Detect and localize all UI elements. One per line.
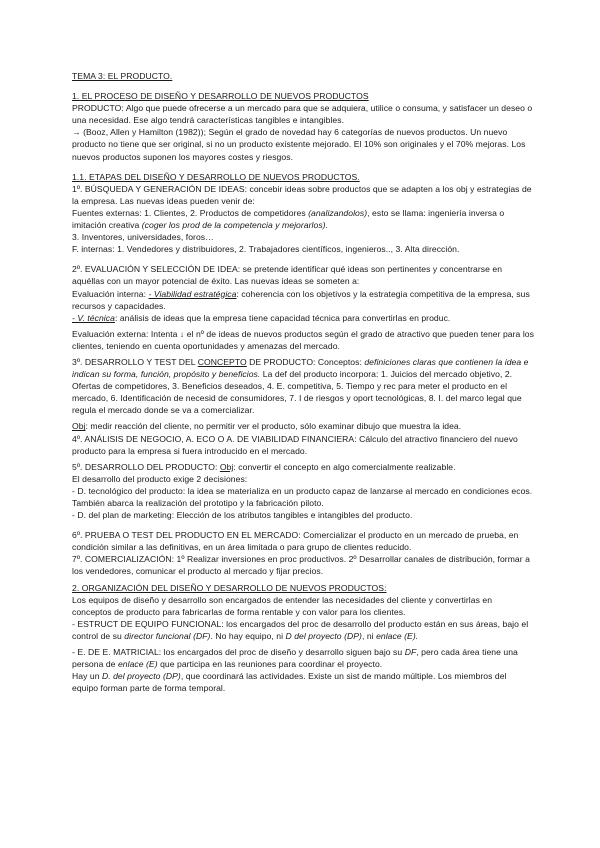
product-definition: PRODUCTO: Algo que puede ofrecerse a un mercado para que se adquiera, utilice o consuma, y satisfacer un deseo o una necesidad. Ese algo tendrá características tangibles e intangibles. <box>72 103 533 126</box>
section-2-intro: Los equipos de diseño y desarrollo son encargados de entender las necesidades del cliente y convertirlas en conceptos de producto para fabricarlas de forma rentable y con valor para los clientes. <box>72 594 493 617</box>
stage-1-external-sources-2: 3. Inventores, universidades, foros… <box>72 232 214 243</box>
section-1-heading: 1. EL PROCESO DE DISEÑO Y DESARROLLO DE NUEVOS PRODUCTOS <box>72 91 369 102</box>
stage-3-paragraph: 3º. DESARROLLO Y TEST DEL CONCEPTO DE PRODUCTO: Conceptos: definiciones claras que contienen la idea e indican su forma, función, propósito y beneficios. La def del producto incorpora: 1. Juicios del mercado objetivo, 2. Ofertas de competidores, 3. Beneficios deseados, 4. E. competitiva, 5. Tiempo y rec para meter el producto en el mercado, 6. Identificación de necesid de consumidores, 7. I de riesgos y oport tecnológicas, 8. I. del marco legal que regula el mercado donde se va a comercializar. <box>72 356 529 416</box>
stage-2-external-evaluation: Evaluación externa: Intenta ↓ el nº de ideas de nuevos productos según el grado de atractivo que pueden tener para los clientes, teniendo en cuenta oportunidades y amenazas del mercado. <box>72 328 534 351</box>
stage-1-external-sources: Fuentes externas: 1. Clientes, 2. Productos de competidores (analizandolos), esto se llama: ingeniería inversa o imitación creativa (coger los prod de la competencia y mejorarlos). <box>72 207 505 231</box>
stage-7-paragraph: 7º. COMERCIALIZACIÓN: 1º Realizar inversiones en proc productivos. 2º Desarrollar canales de distribución, formar a los vendedores, comunicar el producto al mercado y fijar precios. <box>72 554 530 577</box>
section-2-heading: 2. ORGANIZACIÓN DEL DISEÑO Y DESARROLLO DE NUEVOS PRODUCTOS: <box>72 582 387 593</box>
stage-5-heading: 5º. DESARROLLO DEL PRODUCTO: Obj: convertir el concepto en algo comercialmente realizable. <box>72 461 456 472</box>
stage-3-objective: Obj: medir reacción del cliente, no permitir ver el producto, sólo examinar dibujo que muestra la idea. <box>72 421 462 432</box>
stage-1-intro: 1º. BÚSQUEDA Y GENERACIÓN DE IDEAS: concebir ideas sobre productos que se adapten a los obj y estrategias de la empresa. Las nuevas ideas pueden venir de: <box>72 183 532 206</box>
section-1-1-heading: 1.1. ETAPAS DEL DISEÑO Y DESARROLLO DE NUEVOS PRODUCTOS. <box>72 171 360 182</box>
booz-allen-paragraph: → (Booz, Allen y Hamilton (1982)); Según el grado de novedad hay 6 categorías de nuevos productos. Un nuevo producto no tiene que ser original, si no un producto existente mejorado. El 10% son originales y el 70% mejoras. Los nuevos productos suponen los mayores costes y riesgos. <box>72 127 526 162</box>
functional-team-structure: - ESTRUCT DE EQUIPO FUNCIONAL: los encargados del proc de desarrollo del producto están en sus áreas, bajo el control de su director funcional (DF). No hay equipo, ni D del proyecto (DP), ni enlace (E). <box>72 618 529 641</box>
stage-5-decisions: El desarrollo del producto exige 2 decisiones: <box>72 473 248 484</box>
document-title: TEMA 3: EL PRODUCTO. <box>72 71 173 81</box>
project-director-paragraph: Hay un D. del proyecto (DP), que coordinará las actividades. Existe un sist de mando múltiple. Los miembros del equipo forman parte de forma temporal. <box>72 671 507 694</box>
stage-5-marketing: - D. del plan de marketing: Elección de los atributos tangibles e intangibles del producto. <box>72 510 413 521</box>
stage-5-technological: - D. tecnológico del producto: la idea se materializa en un producto capaz de lanzarse al mercado en condiciones ecos. También abarca la realización del prototipo y la fabricación piloto. <box>72 485 533 508</box>
stage-4-paragraph: 4º. ANÁLISIS DE NEGOCIO, A. ECO O A. DE VIABILIDAD FINANCIERA: Cálculo del atractivo financiero del nuevo producto para la empresa si fuera introducido en el mercado. <box>72 433 518 456</box>
document-page <box>72 70 534 694</box>
stage-2-technical-viability: - V. técnica: análisis de ideas que la empresa tiene capacidad técnica para convertirlas en produc. <box>72 312 451 323</box>
matrix-team-structure: - E. DE E. MATRICIAL: los encargados del proc de diseño y desarrollo siguen bajo su DF, pero cada área tiene una persona de enlace (E) que participa en las reuniones para coordinar el proyecto. <box>72 647 518 670</box>
stage-2-intro: 2º. EVALUACIÓN Y SELECCIÓN DE IDEA: se pretende identificar qué ideas son pertinentes y concentrarse en aquéllas con un mayor potencial de éxito. Las nuevas ideas se someten a: <box>72 264 503 287</box>
stage-6-paragraph: 6º. PRUEBA O TEST DEL PRODUCTO EN EL MERCADO: Comercializar el producto en un mercado de prueba, en condición similar a las definitivas, en un área limitada o para grupo de clientes reducido. <box>72 530 519 553</box>
stage-1-internal-sources: F. internas: 1. Vendedores y distribuidores, 2. Trabajadores científicos, ingenieros.., 3. Alta dirección. <box>72 244 460 255</box>
stage-2-internal-evaluation: Evaluación interna: - Viabilidad estratégica: coherencia con los objetivos y la estrategia competitiva de la empresa, sus recursos y capacidades. <box>72 288 530 311</box>
